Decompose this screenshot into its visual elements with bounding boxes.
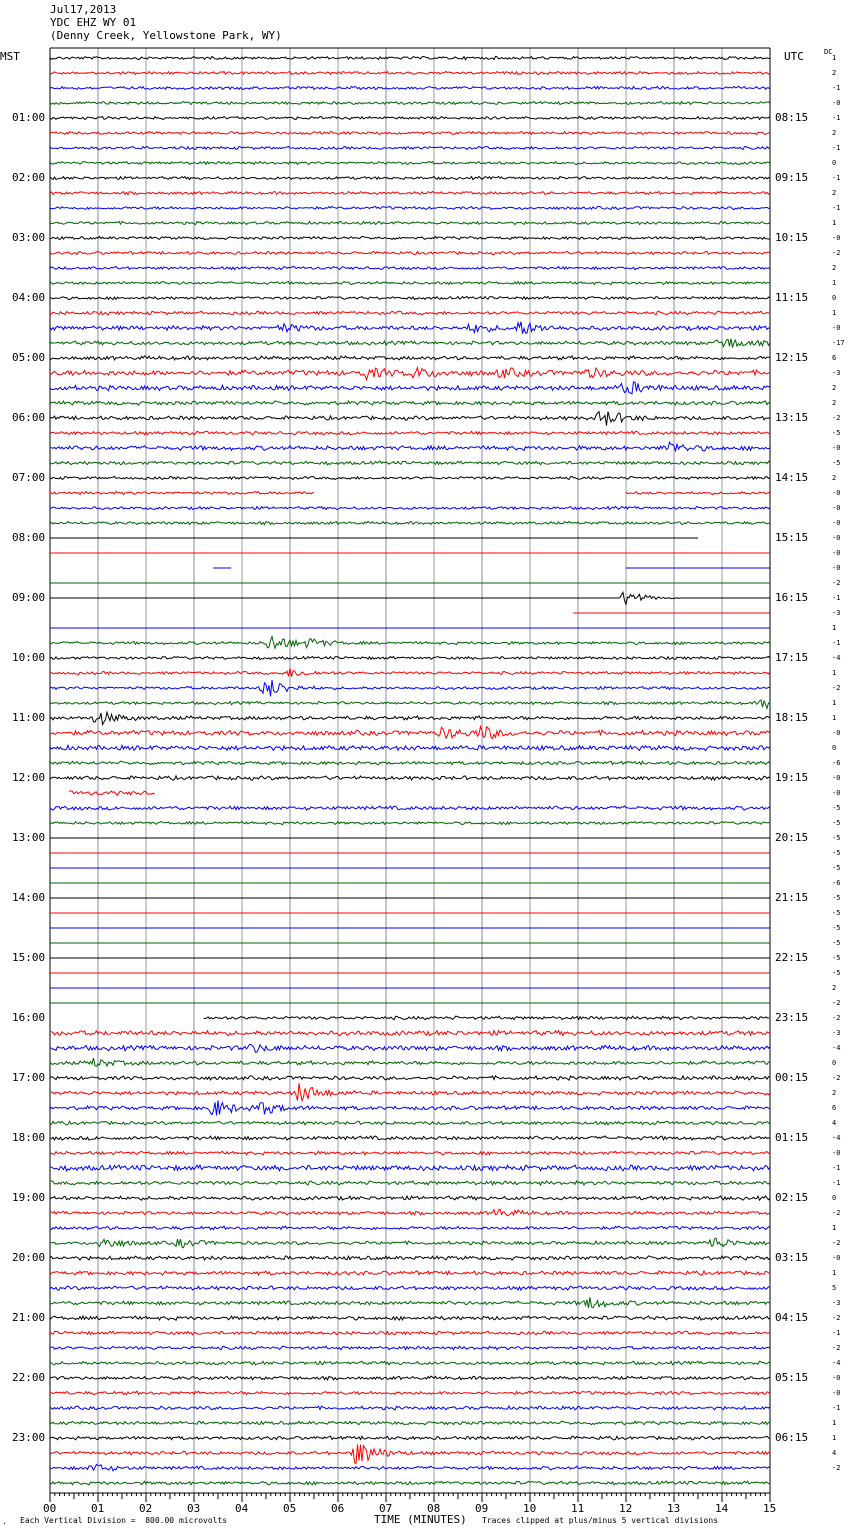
dc-offset-value: -5 (832, 939, 841, 947)
dc-offset-value: 1 (832, 699, 837, 707)
seismic-trace-92 (50, 1436, 770, 1440)
dc-offset-value: -6 (832, 879, 841, 887)
dc-offset-header: DC (824, 48, 833, 56)
dc-offset-value: -0 (832, 549, 841, 557)
dc-offset-value: -0 (832, 324, 841, 332)
dc-offset-value: -0 (832, 534, 841, 542)
dc-offset-value: -1 (832, 639, 841, 647)
dc-offset-value: 2 (832, 984, 837, 992)
seismic-trace-87 (50, 1361, 770, 1365)
dc-offset-value: 1 (832, 309, 837, 317)
dc-offset-value: -5 (832, 894, 841, 902)
dc-offset-value: -2 (832, 684, 841, 692)
seismic-trace-39 (50, 637, 770, 649)
dc-offset-value: 1 (832, 1269, 837, 1277)
right-hour-label: 14:15 (775, 471, 809, 484)
dc-offset-value: -0 (832, 729, 841, 737)
plot-date: Jul17,2013 (50, 3, 117, 16)
dc-offset-value: -2 (832, 1239, 841, 1247)
seismic-trace-10 (50, 206, 770, 209)
dc-offset-value: 2 (832, 189, 837, 197)
seismic-trace-5 (50, 132, 770, 135)
station-location: (Denny Creek, Yellowstone Park, WY) (50, 29, 282, 42)
x-tick-label: 02 (139, 1502, 153, 1515)
dc-offset-value: 1 (832, 1419, 837, 1427)
dc-offset-value: -5 (832, 909, 841, 917)
left-hour-label: 10:00 (12, 651, 46, 664)
seismic-trace-65 (50, 1031, 770, 1036)
x-tick-label: 13 (667, 1502, 681, 1515)
right-hour-label: 10:15 (775, 231, 809, 244)
dc-offset-value: -1 (832, 1404, 841, 1412)
dc-offset-value: -0 (832, 504, 841, 512)
seismic-trace-47 (50, 761, 770, 765)
dc-offset-value: 1 (832, 714, 837, 722)
dc-offset-value: 2 (832, 69, 837, 77)
dc-offset-value: 2 (832, 1089, 837, 1097)
right-hour-label: 11:15 (775, 291, 809, 304)
dc-offset-value: -5 (832, 819, 841, 827)
x-tick-label: 04 (235, 1502, 249, 1515)
seismic-trace-78 (50, 1226, 770, 1230)
seismic-trace-42 (50, 680, 770, 696)
seismic-trace-21 (50, 368, 770, 380)
dc-offset-value: -0 (832, 444, 841, 452)
seismic-trace-95 (50, 1481, 770, 1485)
dc-offset-value: -0 (832, 519, 841, 527)
dc-offset-value: -1 (832, 1179, 841, 1187)
seismic-trace-84 (50, 1316, 770, 1320)
left-hour-label: 22:00 (12, 1371, 46, 1384)
dc-offset-value: -2 (832, 1074, 841, 1082)
seismic-trace-68 (50, 1076, 770, 1080)
dc-offset-value: 1 (832, 219, 837, 227)
x-tick-label: 07 (379, 1502, 393, 1515)
dc-offset-value: 2 (832, 384, 837, 392)
x-tick-label: 11 (571, 1502, 585, 1515)
left-hour-label: 16:00 (12, 1011, 46, 1024)
dc-offset-value: -2 (832, 249, 841, 257)
dc-offset-value: -3 (832, 1029, 841, 1037)
seismic-trace-40 (50, 656, 770, 659)
left-hour-label: 13:00 (12, 831, 46, 844)
seismic-trace-30 (50, 507, 770, 510)
time-axis (50, 1493, 770, 1502)
dc-offset-value: -0 (832, 1389, 841, 1397)
seismic-trace-7 (50, 161, 770, 164)
dc-offset-value: 1 (832, 1224, 837, 1232)
seismic-trace-22 (50, 382, 770, 394)
seismic-trace-67 (50, 1058, 770, 1066)
seismic-trace-27 (50, 461, 770, 465)
seismic-trace-73 (50, 1151, 770, 1155)
seismic-trace-83 (50, 1297, 770, 1308)
seismic-trace-76 (50, 1196, 770, 1200)
seismic-trace-20 (50, 356, 770, 360)
right-hour-label: 04:15 (775, 1311, 809, 1324)
seismic-trace-26 (50, 442, 770, 451)
dc-offset-value: -2 (832, 1209, 841, 1217)
dc-offset-value: 0 (832, 744, 837, 752)
seismic-trace-88 (50, 1376, 770, 1380)
dc-offset-value: -1 (832, 114, 841, 122)
dc-offset-value: -5 (832, 429, 841, 437)
seismic-trace-77 (50, 1209, 770, 1216)
seismic-trace-8 (50, 177, 770, 180)
x-tick-label: 10 (523, 1502, 537, 1515)
dc-offset-value: -2 (832, 579, 841, 587)
x-tick-label: 15 (763, 1502, 777, 1515)
seismic-trace-89 (50, 1391, 770, 1395)
right-hour-label: 18:15 (775, 711, 809, 724)
seismic-trace-93 (50, 1445, 770, 1464)
left-hour-label: 23:00 (12, 1431, 46, 1444)
x-tick-label: 14 (715, 1502, 729, 1515)
dc-offset-value: -1 (832, 144, 841, 152)
dc-offset-value: -0 (832, 99, 841, 107)
dc-offset-value: 0 (832, 1059, 837, 1067)
seismic-trace-86 (50, 1346, 770, 1350)
right-hour-label: 01:15 (775, 1131, 809, 1144)
seismic-trace-23 (50, 401, 770, 405)
dc-offset-value: -17 (832, 339, 845, 347)
right-hour-label: 03:15 (775, 1251, 809, 1264)
dc-offset-value: 6 (832, 1104, 837, 1112)
dc-offset-value: -0 (832, 1374, 841, 1382)
dc-offset-value: -3 (832, 609, 841, 617)
right-hour-label: 22:15 (775, 951, 809, 964)
dc-offset-value: -5 (832, 954, 841, 962)
dc-offset-value: -0 (832, 1149, 841, 1157)
seismic-trace-19 (50, 339, 770, 348)
clipping-note: Traces clipped at plus/minus 5 vertical divisions (482, 1516, 719, 1525)
x-tick-label: 08 (427, 1502, 441, 1515)
dc-offset-value: 0 (832, 294, 837, 302)
seismic-trace-74 (50, 1165, 770, 1171)
dc-offset-value: -5 (832, 849, 841, 857)
time-grid (50, 48, 770, 1493)
seismic-trace-24 (50, 412, 770, 426)
dc-offset-value: -6 (832, 759, 841, 767)
right-hour-label: 23:15 (775, 1011, 809, 1024)
right-hour-label: 15:15 (775, 531, 809, 544)
dc-offset-value: -2 (832, 414, 841, 422)
seismic-trace-6 (50, 146, 770, 149)
x-axis-title: TIME (MINUTES) (374, 1513, 467, 1526)
dc-offset-value: -0 (832, 774, 841, 782)
right-hour-label: 02:15 (775, 1191, 809, 1204)
dc-offset-value: -1 (832, 1164, 841, 1172)
left-timezone-label: MST (0, 50, 20, 63)
corner-mark: . (2, 1517, 7, 1526)
x-tick-label: 01 (91, 1502, 105, 1515)
seismic-trace-36 (50, 592, 770, 604)
seismic-trace-85 (50, 1331, 770, 1335)
seismic-trace-90 (50, 1406, 770, 1410)
dc-offset-value: -4 (832, 1134, 841, 1142)
left-hour-label: 12:00 (12, 771, 46, 784)
left-hour-label: 02:00 (12, 171, 46, 184)
dc-offset-value: -5 (832, 834, 841, 842)
right-hour-label: 16:15 (775, 591, 809, 604)
left-hour-label: 15:00 (12, 951, 46, 964)
dc-offset-value: 6 (832, 354, 837, 362)
right-hour-label: 19:15 (775, 771, 809, 784)
dc-offset-value: 5 (832, 1284, 837, 1292)
dc-offset-value: -2 (832, 999, 841, 1007)
dc-offset-value: -0 (832, 489, 841, 497)
seismic-trace-44 (50, 712, 770, 724)
seismic-trace-66 (50, 1044, 770, 1052)
seismic-trace-28 (50, 476, 770, 479)
left-hour-label: 21:00 (12, 1311, 46, 1324)
dc-offset-value: -4 (832, 1044, 841, 1052)
seismic-trace-43 (50, 700, 770, 708)
seismic-trace-71 (50, 1121, 770, 1125)
dc-offset-value: 1 (832, 54, 837, 62)
seismic-trace-11 (50, 221, 770, 224)
seismic-trace-1 (50, 71, 770, 74)
dc-offset-value: -1 (832, 204, 841, 212)
dc-offset-value: -5 (832, 804, 841, 812)
left-hour-label: 09:00 (12, 591, 46, 604)
dc-offset-value: 2 (832, 474, 837, 482)
dc-offset-value: -4 (832, 1359, 841, 1367)
left-hour-label: 20:00 (12, 1251, 46, 1264)
dc-offset-value: -4 (832, 654, 841, 662)
left-hour-label: 05:00 (12, 351, 46, 364)
right-hour-label: 00:15 (775, 1071, 809, 1084)
x-tick-label: 06 (331, 1502, 345, 1515)
seismic-trace-64 (204, 1016, 770, 1020)
dc-offset-value: 1 (832, 624, 837, 632)
seismic-trace-0 (50, 56, 770, 59)
left-hour-label: 06:00 (12, 411, 46, 424)
dc-offset-value: -0 (832, 234, 841, 242)
seismic-trace-81 (50, 1271, 770, 1275)
dc-offset-value: -5 (832, 459, 841, 467)
seismic-trace-4 (50, 116, 770, 119)
dc-offset-value: -5 (832, 969, 841, 977)
left-hour-label: 14:00 (12, 891, 46, 904)
station-name: YDC EHZ WY 01 (50, 16, 137, 29)
seismic-trace-18 (50, 322, 770, 334)
dc-offset-value: 2 (832, 399, 837, 407)
x-tick-label: 05 (283, 1502, 297, 1515)
dc-offset-value: 1 (832, 279, 837, 287)
dc-offset-value: 1 (832, 1434, 837, 1442)
dc-offset-value: 4 (832, 1449, 837, 1457)
left-hour-label: 01:00 (12, 111, 46, 124)
seismic-trace-51 (50, 822, 770, 825)
right-hour-label: 06:15 (775, 1431, 809, 1444)
left-hour-label: 19:00 (12, 1191, 46, 1204)
seismic-trace-12 (50, 236, 770, 239)
vertical-division-note: Each Vertical Division = 800.00 microvolts (20, 1516, 228, 1525)
seismic-trace-46 (50, 745, 770, 750)
left-hour-label: 11:00 (12, 711, 46, 724)
seismic-trace-13 (50, 251, 770, 254)
seismic-trace-3 (50, 102, 770, 105)
dc-offset-value: -2 (832, 1314, 841, 1322)
dc-offset-value: -1 (832, 174, 841, 182)
x-tick-label: 12 (619, 1502, 633, 1515)
left-hour-label: 04:00 (12, 291, 46, 304)
seismic-trace-41 (50, 668, 770, 676)
dc-offset-value: -2 (832, 1344, 841, 1352)
dc-offset-value: 2 (832, 264, 837, 272)
trace-lines (50, 56, 770, 1485)
seismic-trace-70 (50, 1100, 770, 1115)
dc-offset-value: -2 (832, 1464, 841, 1472)
right-hour-label: 09:15 (775, 171, 809, 184)
seismic-trace-2 (50, 86, 770, 89)
right-hour-label: 20:15 (775, 831, 809, 844)
seismic-trace-50 (50, 806, 770, 810)
seismic-trace-16 (50, 296, 770, 299)
seismic-trace-72 (50, 1136, 770, 1140)
seismic-trace-29 (50, 491, 314, 494)
right-hour-label: 05:15 (775, 1371, 809, 1384)
seismic-trace-49 (69, 791, 155, 795)
dc-offset-value: -3 (832, 369, 841, 377)
right-timezone-label: UTC (784, 50, 804, 63)
dc-offset-value: 1 (832, 669, 837, 677)
left-hour-label: 17:00 (12, 1071, 46, 1084)
seismic-trace-31 (50, 521, 770, 524)
seismic-trace-91 (50, 1421, 770, 1425)
seismic-trace-94 (50, 1464, 770, 1471)
x-tick-label: 00 (43, 1502, 57, 1515)
dc-offset-value: -5 (832, 864, 841, 872)
dc-offset-value: 2 (832, 129, 837, 137)
x-tick-label: 09 (475, 1502, 489, 1515)
dc-offset-value: -5 (832, 924, 841, 932)
dc-offset-value: 0 (832, 1194, 837, 1202)
dc-offset-value: -0 (832, 789, 841, 797)
right-hour-label: 21:15 (775, 891, 809, 904)
dc-offset-value: -2 (832, 1014, 841, 1022)
dc-offset-value: -3 (832, 1299, 841, 1307)
seismic-trace-75 (50, 1181, 770, 1185)
dc-offset-value: -1 (832, 1329, 841, 1337)
seismic-trace-48 (50, 776, 770, 780)
seismic-trace-45 (50, 727, 770, 739)
seismic-trace-69 (50, 1083, 770, 1100)
left-hour-label: 03:00 (12, 231, 46, 244)
dc-offset-value: 0 (832, 159, 837, 167)
seismic-trace-80 (50, 1256, 770, 1260)
right-hour-label: 17:15 (775, 651, 809, 664)
right-hour-label: 12:15 (775, 351, 809, 364)
dc-offset-value: -1 (832, 594, 841, 602)
seismic-trace-17 (50, 311, 770, 315)
dc-offset-value: -1 (832, 84, 841, 92)
dc-offset-value: -0 (832, 564, 841, 572)
seismic-trace-29 (626, 492, 770, 495)
right-hour-label: 08:15 (775, 111, 809, 124)
seismic-trace-25 (50, 431, 770, 435)
seismic-trace-15 (50, 282, 770, 285)
left-hour-label: 07:00 (12, 471, 46, 484)
seismic-trace-14 (50, 267, 770, 270)
right-hour-label: 13:15 (775, 411, 809, 424)
seismic-trace-82 (50, 1286, 770, 1290)
seismic-trace-79 (50, 1238, 770, 1248)
dc-offset-value: -0 (832, 1254, 841, 1262)
seismic-trace-9 (50, 191, 770, 194)
left-hour-label: 08:00 (12, 531, 46, 544)
x-tick-label: 03 (187, 1502, 201, 1515)
dc-offset-value: 4 (832, 1119, 837, 1127)
left-hour-label: 18:00 (12, 1131, 46, 1144)
